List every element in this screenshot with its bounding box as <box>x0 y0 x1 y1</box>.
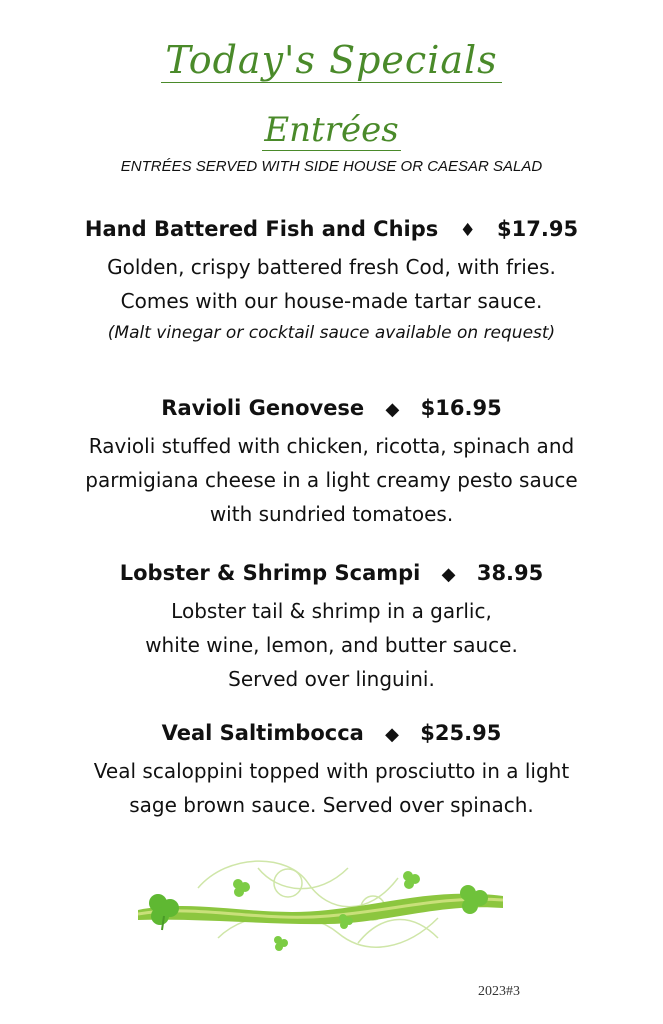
menu-item-description-line: Veal scaloppini topped with prosciutto in a light <box>93 759 570 783</box>
diamond-icon: ◆ <box>385 399 400 420</box>
menu-item-name: Ravioli Genovese <box>161 396 365 420</box>
menu-item-price: 38.95 <box>476 561 544 585</box>
menu-item-description-line: Golden, crispy battered fresh Cod, with fries. <box>107 255 556 279</box>
menu-item-price: $17.95 <box>497 217 579 241</box>
diamond-icon: ♦ <box>459 220 476 241</box>
shamrock-icon <box>149 894 179 930</box>
diamond-icon: ◆ <box>441 564 456 585</box>
menu-item-ravioli-genovese <box>0 393 663 531</box>
menu-item-description-line: parmigiana cheese in a light creamy pesto sauce <box>85 468 578 492</box>
shamrock-icon <box>274 936 288 951</box>
menu-item-description-line: Served over linguini. <box>228 667 435 691</box>
shamrock-swirl-decoration <box>138 848 503 958</box>
shamrock-icon <box>233 879 250 897</box>
shamrock-icon <box>403 871 420 889</box>
menu-item-description-line: Comes with our house-made tartar sauce. <box>120 289 543 313</box>
menu-item-name: Veal Saltimbocca <box>161 721 364 745</box>
menu-item-header <box>0 558 663 590</box>
section-note: ENTRÉES SERVED WITH SIDE HOUSE OR CAESAR SALAD <box>120 158 543 175</box>
section-title-text: Entrées <box>264 110 399 150</box>
menu-item-name: Lobster & Shrimp Scampi <box>119 561 421 585</box>
green-ribbon <box>138 894 503 924</box>
menu-item-header <box>0 214 663 246</box>
menu-item-lobster-shrimp-scampi <box>0 558 663 696</box>
menu-item-price: $16.95 <box>420 396 502 420</box>
menu-title <box>0 38 663 82</box>
menu-item-header <box>0 718 663 750</box>
menu-item-name: Hand Battered Fish and Chips <box>84 217 439 241</box>
diamond-icon: ◆ <box>385 724 399 745</box>
menu-item-description-line: white wine, lemon, and butter sauce. <box>145 633 518 657</box>
menu-item-header <box>0 393 663 425</box>
shamrock-icon <box>460 885 488 914</box>
menu-title-text: Today's Specials <box>161 38 501 83</box>
section-title <box>0 110 663 150</box>
menu-item-description-line: sage brown sauce. Served over spinach. <box>129 793 534 817</box>
menu-item-price: $25.95 <box>420 721 502 745</box>
menu-item-description-line: Lobster tail & shrimp in a garlic, <box>171 599 492 623</box>
menu-item-description-line: Ravioli stuffed with chicken, ricotta, spinach and <box>88 434 575 458</box>
menu-item-fish-and-chips <box>0 214 663 348</box>
menu-code: 2023#3 <box>478 984 520 999</box>
menu-item-description-line: with sundried tomatoes. <box>209 502 454 526</box>
menu-item-extra-note: (Malt vinegar or cocktail sauce available on request) <box>107 323 556 343</box>
menu-item-veal-saltimbocca <box>0 718 663 822</box>
